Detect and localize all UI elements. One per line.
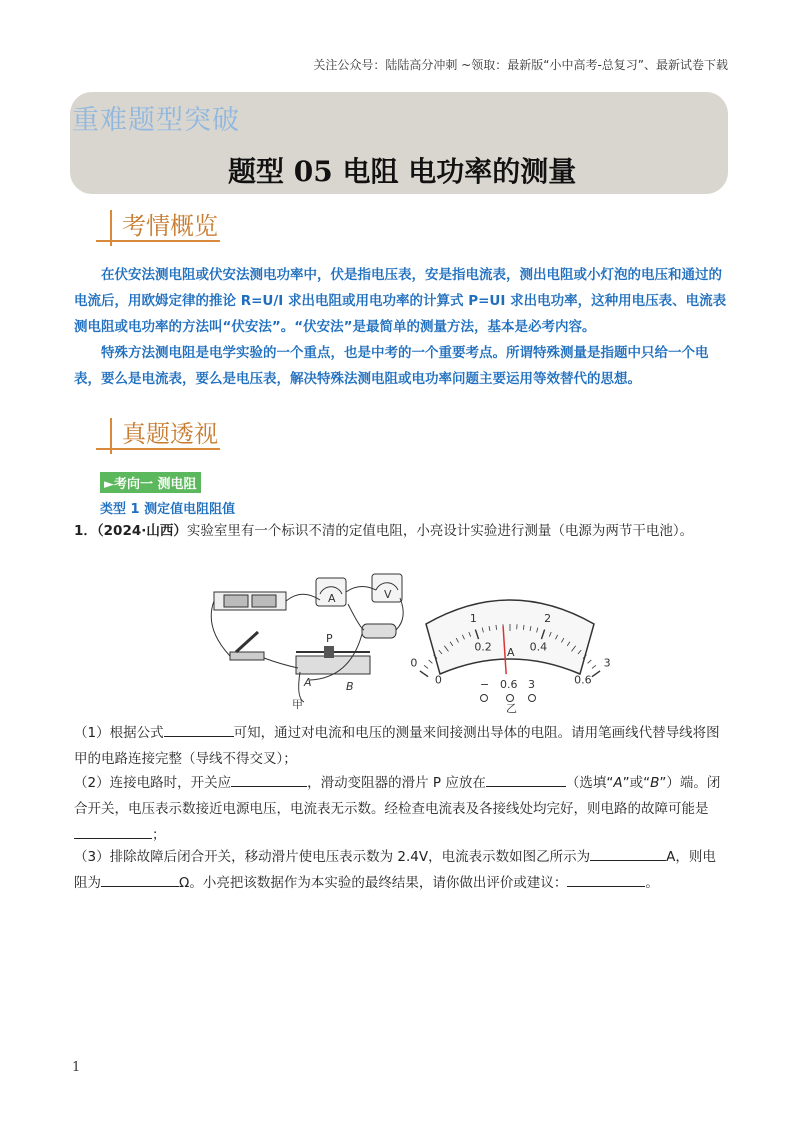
terminal-knob: [507, 695, 514, 702]
direction-tag: ►考向一 测电阻: [100, 472, 201, 493]
question-part-2: [74, 770, 726, 848]
section-title-overview: 考情概览: [122, 212, 218, 240]
terminal-knob: [481, 695, 488, 702]
dial-bottom-label: 0.6: [574, 673, 592, 687]
part2-text-e: ”）端。闭合开关，电压表示数接近电源电压，电流表无示数。经检查电流表及各接线处均完好，则电路的故障可能是: [74, 775, 721, 817]
terminal-label-a: A: [304, 676, 312, 689]
part2-text-c: （选填“: [565, 775, 614, 791]
part2-text-d: ”或“: [622, 775, 651, 791]
question-number: 1．: [74, 523, 97, 539]
question-stem: [74, 518, 726, 544]
figure-b-caption: 乙: [506, 702, 517, 715]
page-title: 题型 05 电阻 电功率的测量: [228, 155, 577, 188]
dial-top-label: 1: [469, 611, 477, 625]
answer-blank[interactable]: [231, 772, 307, 787]
circuit-figure: [200, 568, 410, 710]
rheostat: [296, 632, 370, 693]
answer-blank[interactable]: [486, 772, 566, 787]
answer-blank[interactable]: [567, 872, 645, 887]
dial-tick: [592, 671, 600, 677]
terminal-negative: −: [480, 678, 490, 691]
ammeter-letter: A: [328, 592, 336, 605]
type-tag: 类型 1 测定值电阻阻值: [100, 502, 236, 517]
dial-top-label: 3: [603, 656, 611, 670]
dial-tick: [420, 671, 428, 677]
part1-text-b: 可知，通过对电流和电压的测量来间接测出导体的电阻。请用笔画线代替导线将图甲的电路连接完整（导线不得交叉）；: [74, 725, 720, 767]
ammeter: [316, 578, 346, 606]
dial-top-label: 0: [410, 656, 418, 670]
part2-text-f: ；: [152, 827, 166, 843]
question-part-3: [74, 844, 726, 896]
ammeter-dial-figure: [410, 584, 611, 715]
terminal-knob: [529, 695, 536, 702]
header-note: 关注公众号：陆陆高分冲刺 ~领取：最新版“小中高考-总复习”、最新试卷下载: [313, 58, 728, 72]
dial-bottom-label: 0.2: [474, 640, 492, 654]
dial-unit: A: [507, 646, 515, 659]
battery-holder: [214, 592, 286, 610]
question-source: （2024·山西）: [96, 523, 187, 539]
answer-blank[interactable]: [74, 824, 152, 839]
question-stem-text: 实验室里有一个标识不清的定值电阻，小亮设计实验进行测量（电源为两节干电池）。: [186, 523, 694, 539]
dial-terminals: [480, 678, 536, 702]
answer-blank[interactable]: [590, 846, 666, 861]
terminal-label-b: B: [346, 680, 354, 693]
dial-face: [426, 600, 594, 674]
option-a: A: [613, 775, 623, 791]
part3-text-a: （3）排除故障后闭合开关，移动滑片使电压表示数为 2.4V，电流表示数如图乙所示为: [74, 849, 591, 865]
question-part-1: [74, 720, 726, 772]
voltmeter-letter: V: [384, 588, 392, 601]
switch: [230, 632, 264, 660]
section-header-overview: [96, 204, 236, 248]
part3-text-d: 。: [645, 875, 659, 891]
voltmeter: [372, 574, 402, 602]
terminal-0-6: 0.6: [500, 678, 518, 691]
overview-paragraph-1: 在伏安法测电阻或伏安法测电功率中，伏是指电压表，安是指电流表，测出电阻或小灯泡的电压和通过的电流后，用欧姆定律的推论 R=U/I 求出电阻或用电功率的计算式 P=UI 求出电功率，这种用电压表、电流表测电阻或电功率的方法叫“伏安法”。“伏安法”是最简单的测量方法，基本是必考内容。: [74, 267, 727, 335]
dial-tick: [429, 660, 433, 663]
option-b: B: [650, 775, 660, 791]
dial-top-label: 2: [544, 611, 552, 625]
dial-tick: [592, 665, 596, 668]
part2-text-a: （2）连接电路时，开关应: [74, 775, 232, 791]
resistor: [362, 624, 396, 638]
section-title-real-questions: 真题透视: [122, 420, 218, 448]
section-header-real-questions: [96, 412, 236, 456]
terminal-3: 3: [528, 678, 535, 691]
part3-text-b: A，则电阻为: [74, 849, 716, 891]
answer-blank[interactable]: [164, 722, 234, 737]
part3-text-c: Ω。小亮把该数据作为本实验的最终结果，请你做出评价或建议：: [179, 875, 568, 891]
page-number: 1: [72, 1060, 81, 1075]
part2-text-b: ，滑动变阻器的滑片 P 应放在: [307, 775, 486, 791]
dial-tick: [424, 665, 428, 668]
dial-tick: [588, 660, 592, 663]
overview-paragraph-2: 特殊方法测电阻是电学实验的一个重点，也是中考的一个重要考点。所谓特殊测量是指题中只给一个电表，要么是电流表，要么是电压表，解决特殊法测电阻或电功率问题主要运用等效替代的思想。: [74, 345, 709, 387]
banner-label: 重难题型突破: [72, 105, 240, 136]
dial-bottom-label: 0.4: [529, 640, 548, 654]
slider-label-p: P: [326, 632, 333, 645]
answer-blank[interactable]: [101, 872, 179, 887]
figure-a-caption: 甲: [292, 698, 303, 711]
dial-bottom-label: 0: [434, 673, 442, 687]
part1-text-a: （1）根据公式: [74, 725, 164, 741]
